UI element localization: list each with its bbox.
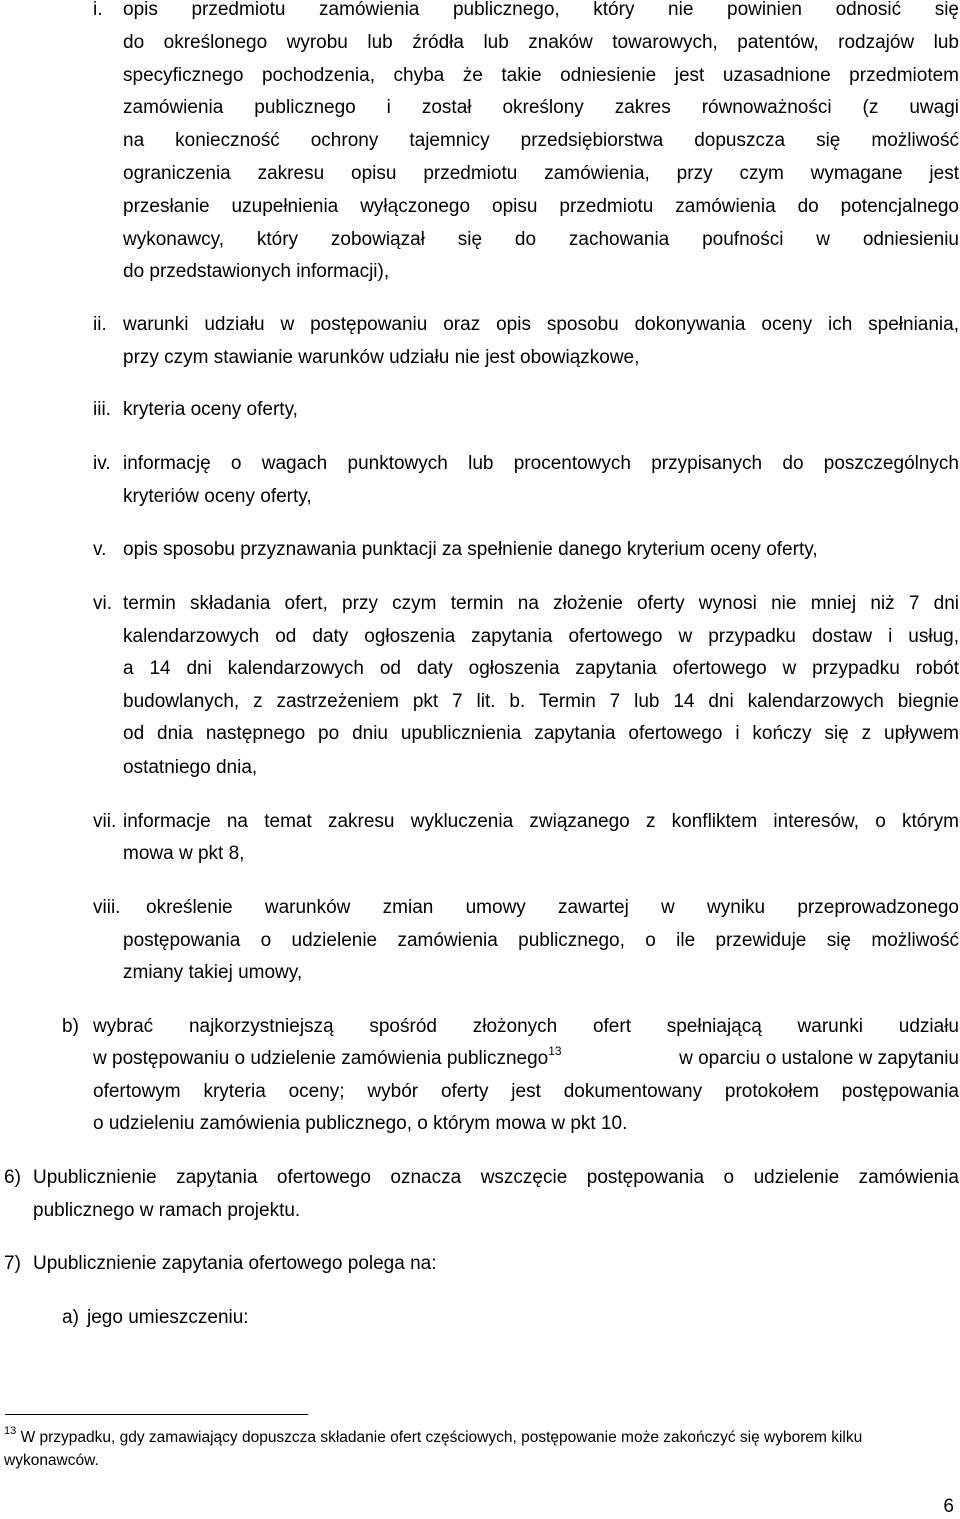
- text-line: przesłanie uzupełnienia wyłączonego opisu przedmiotu zamówienia do potencjalnego: [123, 196, 959, 217]
- list-label: iv.: [93, 453, 111, 474]
- text-line: mowa w pkt 8,: [123, 843, 245, 864]
- text-line: do określonego wyrobu lub źródła lub znaków towarowych, patentów, rodzajów lub: [123, 32, 959, 53]
- text-line: kalendarzowych od daty ogłoszenia zapytania ofertowego w przypadku dostaw i usług,: [123, 626, 959, 647]
- text-before-footnote: w postępowaniu o udzielenie zamówienia publicznego: [93, 1048, 549, 1069]
- list-label: ii.: [93, 314, 107, 335]
- list-label: iii.: [93, 399, 111, 420]
- list-label: vi.: [93, 593, 112, 614]
- text-line: wykonawcy, który zobowiązał się do zachowania poufności w odniesieniu: [123, 229, 959, 250]
- text-line: ofertowym kryteria oceny; wybór oferty jest dokumentowany protokołem postępowania: [93, 1081, 959, 1102]
- page-number: 6: [943, 1496, 954, 1517]
- list-label: i.: [93, 0, 103, 20]
- text-line: od dnia następnego po dniu upublicznienia zapytania ofertowego i kończy się z upływem: [123, 723, 959, 744]
- footnote-line: wykonawców.: [4, 1452, 99, 1469]
- text-line: o udzieleniu zamówienia publicznego, o którym mowa w pkt 10.: [93, 1113, 628, 1134]
- text-line: ograniczenia zakresu opisu przedmiotu zamówienia, przy czym wymagane jest: [123, 163, 959, 184]
- text-line: termin składania ofert, przy czym termin na złożenie oferty wynosi nie mniej niż 7 dni: [123, 593, 959, 614]
- text-line: ostatniego dnia,: [123, 757, 258, 778]
- section-label: 6): [4, 1167, 21, 1188]
- text-line: informację o wagach punktowych lub procentowych przypisanych do poszczególnych: [123, 453, 959, 474]
- text-line: kryteriów oceny oferty,: [123, 486, 312, 507]
- footnote-reference[interactable]: 13: [548, 1043, 562, 1058]
- text-line: Upublicznienie zapytania ofertowego polega na:: [33, 1253, 437, 1274]
- list-label: b): [62, 1016, 79, 1037]
- footnote-line: [4, 1424, 863, 1448]
- text-line: informacje na temat zakresu wykluczenia związanego z konfliktem interesów, o którym: [123, 811, 959, 832]
- text-line: przy czym stawianie warunków udziału nie jest obowiązkowe,: [123, 347, 640, 368]
- text-line: zmiany takiej umowy,: [123, 962, 303, 983]
- text-line: określenie warunków zmian umowy zawartej w wyniku przeprowadzonego: [146, 897, 959, 918]
- text-line: kryteria oceny oferty,: [123, 399, 298, 420]
- text-line: publicznego w ramach projektu.: [33, 1200, 301, 1221]
- footnote-separator: [5, 1414, 308, 1415]
- text-line: jego umieszczeniu:: [87, 1307, 249, 1328]
- text-after-footnote: w oparciu o ustalone w zapytaniu: [679, 1048, 959, 1069]
- text-line: postępowania o udzielenie zamówienia publicznego, o ile przewiduje się możliwość: [123, 930, 959, 951]
- text-line: do przedstawionych informacji),: [123, 261, 390, 282]
- footnote-number: 13: [4, 1424, 17, 1437]
- text-segment: [93, 1043, 562, 1071]
- text-line: a 14 dni kalendarzowych od daty ogłoszenia zapytania ofertowego w przypadku robót: [123, 658, 959, 679]
- text-line: warunki udziału w postępowaniu oraz opis sposobu dokonywania oceny ich spełniania,: [123, 314, 959, 335]
- list-label: vii.: [93, 811, 117, 832]
- section-label: 7): [4, 1253, 21, 1274]
- list-label: v.: [93, 539, 107, 560]
- text-line-with-footnote: [93, 1043, 959, 1071]
- text-line: zamówienia publicznego i został określony zakres równoważności (z uwagi: [123, 97, 959, 118]
- list-label: viii.: [93, 897, 121, 918]
- list-label: a): [62, 1307, 79, 1328]
- text-line: opis przedmiotu zamówienia publicznego, który nie powinien odnosić się: [123, 0, 959, 20]
- text-line: opis sposobu przyznawania punktacji za spełnienie danego kryterium oceny oferty,: [123, 539, 818, 560]
- text-line: na konieczność ochrony tajemnicy przedsiębiorstwa dopuszcza się możliwość: [123, 130, 959, 151]
- text-line: budowlanych, z zastrzeżeniem pkt 7 lit. b. Termin 7 lub 14 dni kalendarzowych biegnie: [123, 691, 959, 712]
- text-line: specyficznego pochodzenia, chyba że takie odniesienie jest uzasadnione przedmiotem: [123, 65, 959, 86]
- text-line: Upublicznienie zapytania ofertowego oznacza wszczęcie postępowania o udzielenie zamówienia: [33, 1167, 959, 1188]
- text-line: wybrać najkorzystniejszą spośród złożonych ofert spełniającą warunki udziału: [93, 1016, 959, 1037]
- footnote-text: W przypadku, gdy zamawiający dopuszcza składanie ofert częściowych, postępowanie może zakończyć się wyborem kilku: [20, 1429, 863, 1446]
